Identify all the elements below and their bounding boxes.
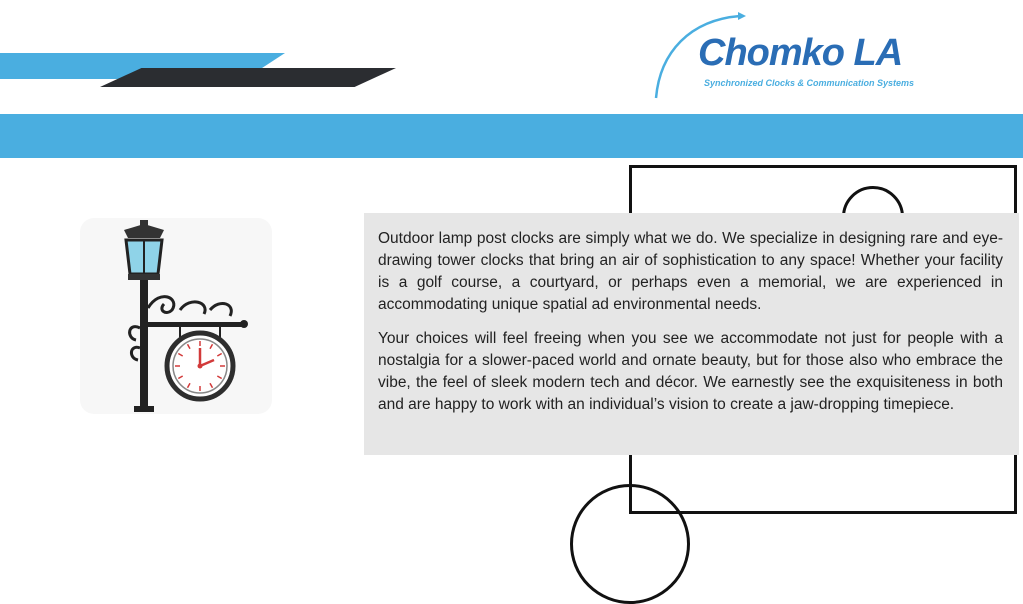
header-banner <box>0 114 1023 158</box>
brand-tagline: Synchronized Clocks & Communication Systems <box>704 78 915 88</box>
brand-logo <box>650 12 950 102</box>
description-paragraph-2: Your choices will feel freeing when you see we accommodate not just for people with a nostalgia for a slower-paced world and ornate beauty, but for those also who embrace the vibe, the feel of sleek modern tech and décor. We earnestly see the exquisiteness in both and are happy to work with an individual’s vision to create a jaw-dropping timepiece. <box>378 330 1003 413</box>
lamp-post-clock-icon <box>80 218 272 414</box>
description-panel <box>364 213 1019 455</box>
decorative-circle-bottom <box>570 484 690 604</box>
decorative-stripe-dark <box>100 68 396 87</box>
brand-name: Chomko LA <box>698 32 903 74</box>
description-paragraph-1: Outdoor lamp post clocks are simply what we do. We specialize in designing rare and eye-drawing tower clocks that bring an air of sophistication to any space! Whether your facility is a golf course, a courtyard, or perhaps even a memorial, we are experienced in accommodating unique spatial ad environmental needs. <box>378 230 1003 313</box>
